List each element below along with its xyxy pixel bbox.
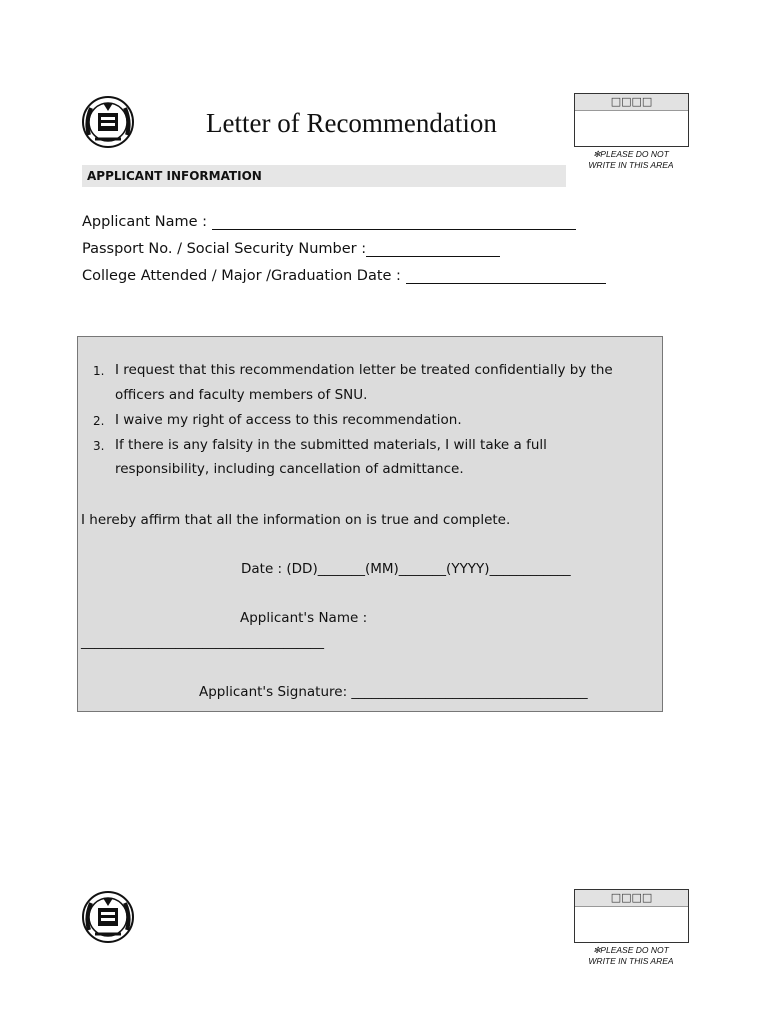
applicant-name-label: Applicant's Name : (240, 610, 368, 626)
agreement-item-3-line1: If there is any falsity in the submitted materials, I will take a full (115, 437, 547, 453)
university-emblem-icon (81, 95, 135, 149)
field-label: Passport No. / Social Security Number : (82, 241, 367, 257)
item-number: 2. (93, 414, 105, 428)
office-use-label: □□□□ (575, 94, 688, 111)
affirmation-text: I hereby affirm that all the information on is true and complete. (81, 512, 511, 528)
applicant-name-blank[interactable] (212, 215, 576, 230)
agreement-item-1-line1: I request that this recommendation letter be treated confidentially by the (115, 362, 613, 378)
applicant-name-signature-blank[interactable]: ____________________________________ (81, 634, 324, 650)
applicant-name-field[interactable] (82, 214, 576, 230)
college-major-graduation-field[interactable] (82, 268, 606, 284)
passport-ssn-blank[interactable] (366, 242, 500, 257)
passport-ssn-field[interactable] (82, 241, 500, 257)
agreement-item-1-line2: officers and faculty members of SNU. (115, 387, 368, 403)
date-line[interactable]: Date : (DD)_______(MM)_______(YYYY)____________ (241, 561, 571, 577)
office-use-label: □□□□ (575, 890, 688, 907)
university-emblem-icon (81, 890, 135, 944)
college-major-graduation-blank[interactable] (406, 269, 606, 284)
item-number: 3. (93, 439, 105, 453)
document-title: Letter of Recommendation (206, 108, 497, 138)
field-label: College Attended / Major /Graduation Date : (82, 268, 401, 284)
office-notice-line: WRITE IN THIS AREA (588, 160, 674, 170)
item-number: 1. (93, 364, 105, 378)
section-heading: APPLICANT INFORMATION (87, 169, 262, 183)
office-notice-line: WRITE IN THIS AREA (588, 956, 674, 966)
office-notice-line: ✻PLEASE DO NOT (593, 945, 669, 955)
applicant-information-heading-bar (82, 165, 566, 187)
office-notice-line: ✻PLEASE DO NOT (593, 149, 669, 159)
agreement-item-2: I waive my right of access to this recommendation. (115, 412, 462, 428)
agreement-panel (77, 336, 663, 712)
office-use-box-footer (574, 889, 689, 943)
agreement-item-3-line2: responsibility, including cancellation of admittance. (115, 461, 464, 477)
office-notice-footer (566, 945, 696, 967)
field-label: Applicant Name : (82, 214, 207, 230)
office-notice (566, 149, 696, 171)
applicant-signature-line[interactable]: Applicant's Signature: ___________________________________ (199, 684, 588, 700)
office-use-box (574, 93, 689, 147)
